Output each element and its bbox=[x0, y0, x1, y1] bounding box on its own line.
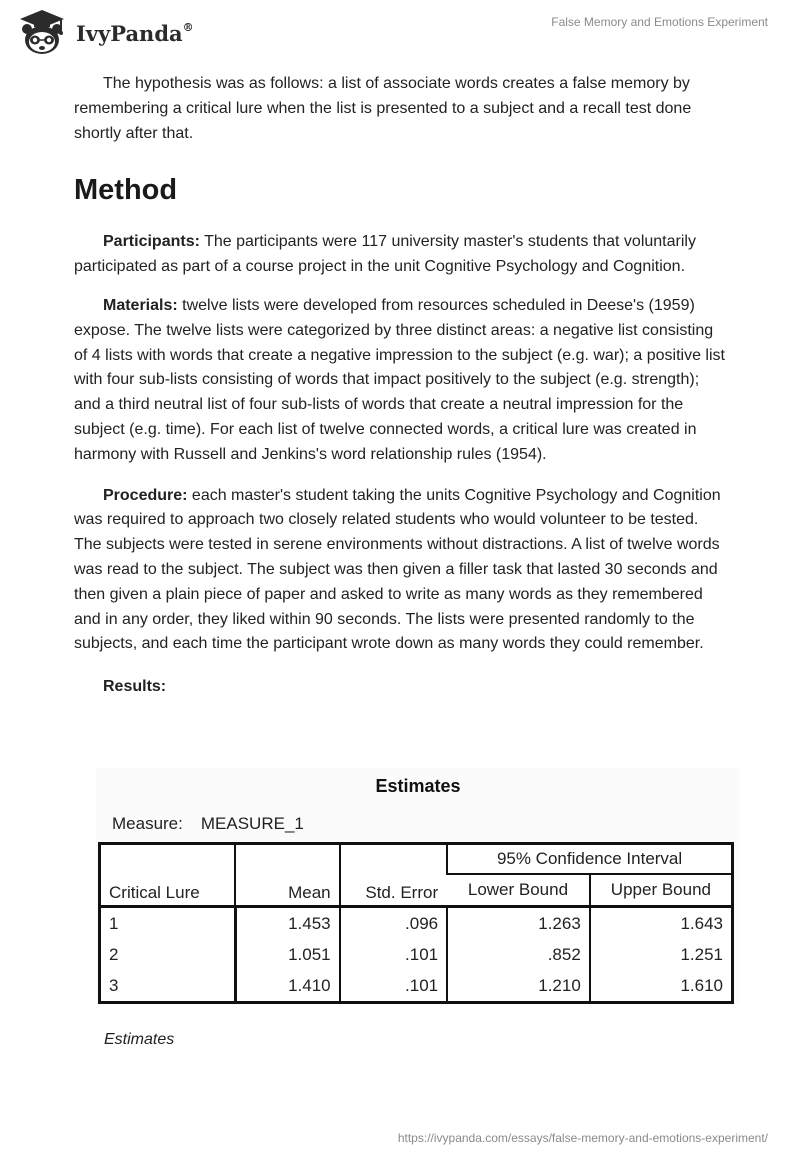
document-title: False Memory and Emotions Experiment bbox=[551, 15, 768, 29]
page-header bbox=[0, 0, 800, 60]
cell-std-error: .096 bbox=[340, 907, 448, 940]
table-row bbox=[100, 939, 733, 970]
participants-paragraph bbox=[74, 230, 728, 280]
materials-text: twelve lists were developed from resources scheduled in Deese's (1959) expose. The twelve lists were categorized by three distinct areas: a negative list consisting of 4 lists with words that create a negative impression to the subject (e.g. war); a positive list with four sub-lists consisting of words that impact positively to the subject (e.g. strength); and a third neutral list of four sub-lists of words that create a neutral impression for the subject (e.g. time). For each list of twelve connected words, a critical lure was created in harmony with Russell and Jenkins's word relationship rules (1954). bbox=[74, 296, 725, 463]
article-body bbox=[74, 70, 728, 699]
cell-lower-bound: .852 bbox=[447, 939, 590, 970]
cell-upper-bound: 1.643 bbox=[680, 913, 723, 933]
participants-label: Participants: bbox=[103, 233, 200, 251]
cell-std-error: .101 bbox=[340, 939, 448, 970]
cell-lower-bound: 1.210 bbox=[447, 970, 590, 1003]
cell-std-error: .101 bbox=[340, 970, 448, 1003]
cell-mean: 1.051 bbox=[235, 939, 339, 970]
participants-text: The participants were 117 university master's students that voluntarily participated as part of a course project in the unit Cognitive Psychology and Cognition. bbox=[74, 233, 696, 276]
cell-upper-bound: 1.610 bbox=[680, 975, 723, 995]
panda-graduate-icon bbox=[14, 8, 70, 56]
materials-label: Materials: bbox=[103, 296, 178, 314]
measure-line bbox=[112, 814, 304, 834]
materials-paragraph bbox=[74, 294, 728, 468]
estimates-table bbox=[98, 842, 734, 1004]
cell-mean: 1.453 bbox=[235, 907, 339, 940]
table-title: Estimates bbox=[375, 776, 461, 796]
cell-lure: 1 bbox=[100, 907, 236, 940]
procedure-paragraph bbox=[74, 484, 728, 658]
cell-lower-bound: 1.263 bbox=[447, 907, 590, 940]
procedure-text: each master's student taking the units Cognitive Psychology and Cognition was required to approach two closely related students who would volunteer to be tested. The subjects were tested in serene environments without distractions. A list of twelve words was read to the subject. The subject was then given a filler task that lasted 30 seconds and then given a plain piece of paper and asked to write as many words as they remembered and in any order, they liked within 90 seconds. The lists were presented randomly to the subjects, and each time the participant wrote down as many words they could remember. bbox=[74, 486, 721, 653]
results-label: Results: bbox=[103, 678, 167, 696]
header-confidence-interval: 95% Confidence Interval bbox=[447, 844, 732, 875]
header-std-error: Std. Error bbox=[340, 844, 448, 907]
header-mean: Mean bbox=[235, 844, 339, 907]
procedure-label: Procedure: bbox=[103, 486, 188, 504]
estimates-table-image bbox=[96, 768, 740, 1004]
method-heading: Method bbox=[74, 174, 178, 207]
brand-name: IvyPanda® bbox=[76, 20, 194, 46]
measure-value: MEASURE_1 bbox=[200, 814, 304, 833]
header-lower-bound: Lower Bound bbox=[447, 874, 590, 907]
source-url[interactable]: https://ivypanda.com/essays/false-memory-and-emotions-experiment/ bbox=[397, 1131, 768, 1145]
table-row bbox=[100, 907, 733, 940]
cell-mean: 1.410 bbox=[235, 970, 339, 1003]
hypothesis-paragraph: The hypothesis was as follows: a list of associate words creates a false memory by remembering a critical lure when the list is presented to a subject and a recall test done shortly after that. bbox=[74, 75, 692, 142]
brand-logo[interactable] bbox=[14, 8, 194, 56]
table-row bbox=[100, 970, 733, 1003]
header-critical-lure: Critical Lure bbox=[100, 844, 236, 907]
header-upper-bound: Upper Bound bbox=[590, 874, 733, 907]
cell-upper-bound: 1.251 bbox=[680, 944, 723, 964]
measure-label: Measure: bbox=[112, 814, 183, 833]
cell-lure: 2 bbox=[100, 939, 236, 970]
cell-lure: 3 bbox=[100, 970, 236, 1003]
table-caption: Estimates bbox=[104, 1031, 175, 1048]
